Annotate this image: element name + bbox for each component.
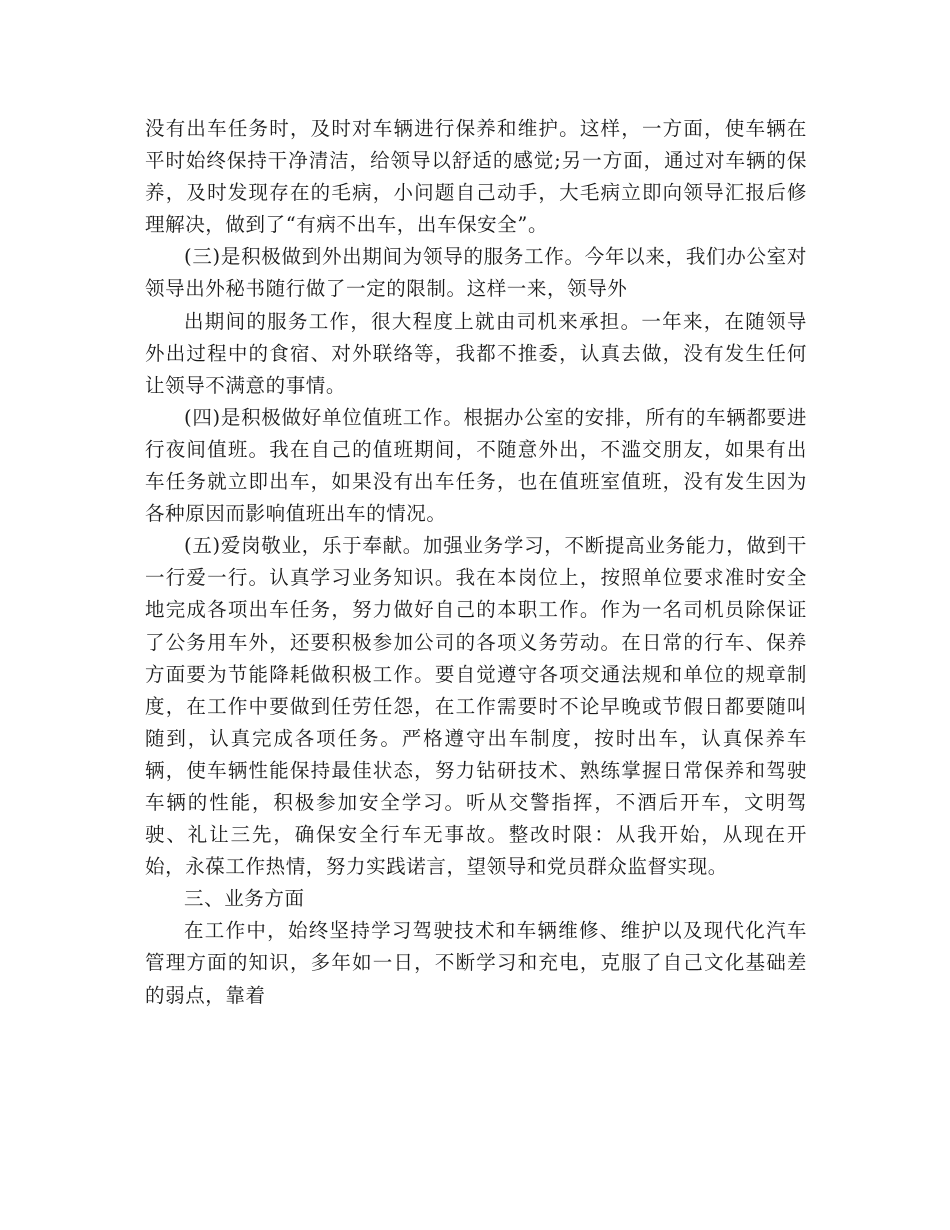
paragraph-5: (五)爱岗敬业，乐于奉献。加强业务学习，不断提高业务能力，做到干一行爱一行。认真学习业务知识。我在本岗位上，按照单位要求准时安全地完成各项出车任务，努力做好自己的本职工作。作为一名司机员除保证了公务用车外，还要积极参加公司的各项义务劳动。在日常的行车、保养方面要为节能降耗做积极工作。要自觉遵守各项交通法规和单位的规章制度，在工作中要做到任劳任怨，在工作需要时不论早晚或节假日都要随叫随到，认真完成各项任务。严格遵守出车制度，按时出车，认真保养车辆，使车辆性能保持最佳状态，努力钻研技术、熟练掌握日常保养和驾驶车辆的性能，积极参加安全学习。听从交警指挥，不酒后开车，文明驾驶、礼让三先，确保安全行车无事故。整改时限：从我开始，从现在开始，永葆工作热情，努力实践诺言，望领导和党员群众监督实现。	[145, 534, 807, 879]
paragraph-4: (四)是积极做好单位值班工作。根据办公室的安排，所有的车辆都要进行夜间值班。我在自己的值班期间，不随意外出，不滥交朋友，如果有出车任务就立即出车，如果没有出车任务，也在值班室值班，没有发生因为各种原因而影响值班出车的情况。	[145, 405, 807, 526]
paragraph-1: 没有出车任务时，及时对车辆进行保养和维护。这样，一方面，使车辆在平时始终保持干净清洁，给领导以舒适的感觉;另一方面，通过对车辆的保养，及时发现存在的毛病，小问题自己动手，大毛病立即向领导汇报后修理解决，做到了“有病不出车，出车保安全”。	[145, 117, 807, 237]
section-heading: 三、业务方面	[184, 887, 305, 911]
paragraph-6: 在工作中，始终坚持学习驾驶技术和车辆维修、维护以及现代化汽车管理方面的知识，多年如一日，不断学习和充电，克服了自己文化基础差的弱点，靠着	[145, 919, 807, 1007]
paragraph-3: 出期间的服务工作，很大程度上就由司机来承担。一年来，在随领导外出过程中的食宿、对外联络等，我都不推委，认真去做，没有发生任何让领导不满意的事情。	[145, 309, 807, 397]
paragraph-2: (三)是积极做到外出期间为领导的服务工作。今年以来，我们办公室对领导出外秘书随行做了一定的限制。这样一来，领导外	[145, 245, 807, 301]
document-body	[145, 113, 807, 1012]
